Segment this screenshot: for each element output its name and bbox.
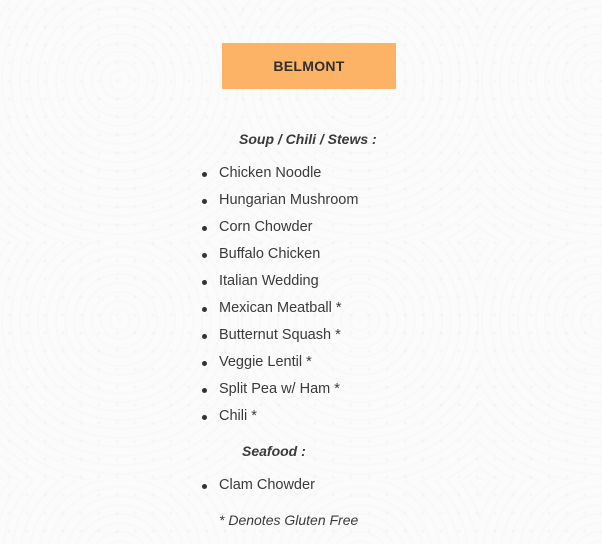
list-item: Buffalo Chicken [200, 241, 358, 268]
list-item: Split Pea w/ Ham * [200, 376, 358, 403]
list-item: Clam Chowder [200, 472, 315, 499]
section-heading-soup: Soup / Chili / Stews : [239, 131, 377, 147]
soup-list [200, 160, 358, 430]
list-item: Veggie Lentil * [200, 349, 358, 376]
location-button[interactable] [222, 43, 396, 89]
location-label: BELMONT [273, 58, 345, 74]
section-heading-seafood: Seafood : [242, 443, 306, 459]
list-item: Italian Wedding [200, 268, 358, 295]
list-item: Mexican Meatball * [200, 295, 358, 322]
list-item: Corn Chowder [200, 214, 358, 241]
list-item: Chicken Noodle [200, 160, 358, 187]
seafood-list [200, 472, 315, 499]
list-item: Hungarian Mushroom [200, 187, 358, 214]
gluten-free-footnote: * Denotes Gluten Free [219, 512, 359, 528]
list-item: Butternut Squash * [200, 322, 358, 349]
list-item: Chili * [200, 403, 358, 430]
